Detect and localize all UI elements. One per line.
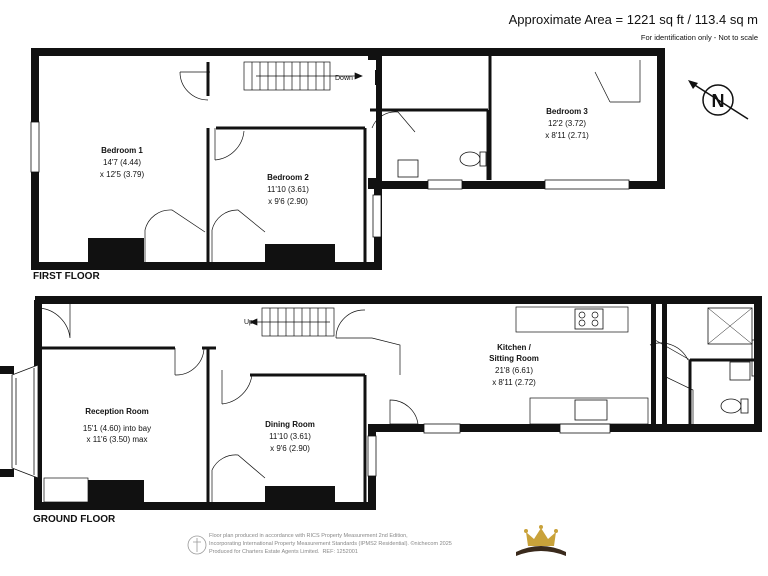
door-swing [390, 400, 418, 424]
svg-text:x 12'5 (3.79): x 12'5 (3.79) [99, 170, 145, 179]
outer-wall [35, 300, 663, 506]
scale-note: For identification only - Not to scale [640, 33, 758, 42]
worktop [516, 307, 628, 332]
footer-line-3: Produced for Charters Estate Agents Limited. REF: 1252001 [209, 549, 358, 555]
kitchen-sink [575, 400, 607, 420]
stairs-down-label: Down [335, 75, 353, 82]
room-bedroom-1 [100, 146, 145, 179]
stairs-ground-floor [250, 308, 334, 336]
svg-text:21'8 (6.61): 21'8 (6.61) [495, 366, 533, 375]
svg-text:x 8'11 (2.72): x 8'11 (2.72) [492, 378, 536, 387]
svg-text:Bedroom 1: Bedroom 1 [101, 146, 143, 155]
svg-text:x 11'6 (3.50) max: x 11'6 (3.50) max [86, 435, 148, 444]
window [545, 180, 629, 189]
window [428, 180, 462, 189]
window [31, 122, 39, 172]
door-swing [222, 370, 252, 404]
door-swing [145, 210, 205, 262]
footer-line-1: Floor plan produced in accordance with RICS Property Measurement 2nd Edition, [209, 533, 408, 539]
svg-text:Dining Room: Dining Room [265, 420, 315, 429]
door-swing [215, 128, 244, 160]
svg-text:Bedroom 3: Bedroom 3 [546, 107, 588, 116]
first-floor-label: FIRST FLOOR [33, 271, 100, 282]
room-dining [265, 420, 315, 453]
hob [575, 309, 603, 329]
svg-text:14'7 (4.44): 14'7 (4.44) [103, 158, 141, 167]
certification-mark-icon [188, 536, 206, 554]
ground-floor-plan [0, 300, 760, 506]
room-reception [83, 407, 151, 444]
footer-text [209, 532, 539, 556]
door-swing [180, 72, 210, 100]
door-swing [336, 310, 372, 338]
door-swing [175, 348, 204, 375]
reference: REF: 1252001 [322, 549, 358, 555]
door-swing [212, 455, 265, 502]
svg-text:x 8'11 (2.71): x 8'11 (2.71) [545, 131, 589, 140]
room-kitchen [489, 343, 539, 387]
svg-text:12'2 (3.72): 12'2 (3.72) [548, 119, 586, 128]
door-swing [372, 338, 400, 375]
basin-fixture [730, 362, 750, 380]
svg-text:x 9'6 (2.90): x 9'6 (2.90) [268, 197, 308, 206]
svg-text:11'10 (3.61): 11'10 (3.61) [269, 432, 311, 441]
window [424, 424, 460, 433]
window [560, 424, 610, 433]
window [373, 195, 381, 237]
svg-text:15'1 (4.60) into bay: 15'1 (4.60) into bay [82, 424, 152, 433]
svg-text:Bedroom 2: Bedroom 2 [267, 173, 309, 182]
svg-text:Reception Room: Reception Room [85, 407, 149, 416]
compass-label: N [711, 91, 725, 111]
ground-floor-label: GROUND FLOOR [33, 514, 116, 525]
door-swing [212, 210, 265, 262]
approximate-area: Approximate Area = 1221 sq ft / 113.4 sq m [508, 12, 758, 27]
door-swing [40, 304, 70, 338]
svg-text:x 9'6 (2.90): x 9'6 (2.90) [270, 444, 310, 453]
copyright: ©nichecom 2025 [410, 541, 452, 547]
toilet-fixture [721, 399, 741, 413]
window [368, 436, 376, 476]
room-bedroom-2 [267, 173, 309, 206]
first-floor-plan [31, 52, 661, 266]
svg-text:Sitting Room: Sitting Room [489, 354, 539, 363]
svg-text:11'10 (3.61): 11'10 (3.61) [267, 185, 309, 194]
toilet-fixture [460, 152, 480, 166]
north-arrow-icon [688, 80, 748, 119]
door-swing [595, 60, 640, 102]
bay-window [12, 365, 38, 478]
cupboard [44, 478, 88, 502]
stairs-up-label: Up [244, 319, 253, 326]
footer-line-2: Incorporating International Property Measurement Standards (IPMS2 Residential). ©nichecom 2025 [209, 541, 452, 547]
sink-fixture [398, 160, 418, 177]
svg-text:Kitchen /: Kitchen / [497, 343, 531, 352]
room-bedroom-3 [545, 107, 589, 140]
